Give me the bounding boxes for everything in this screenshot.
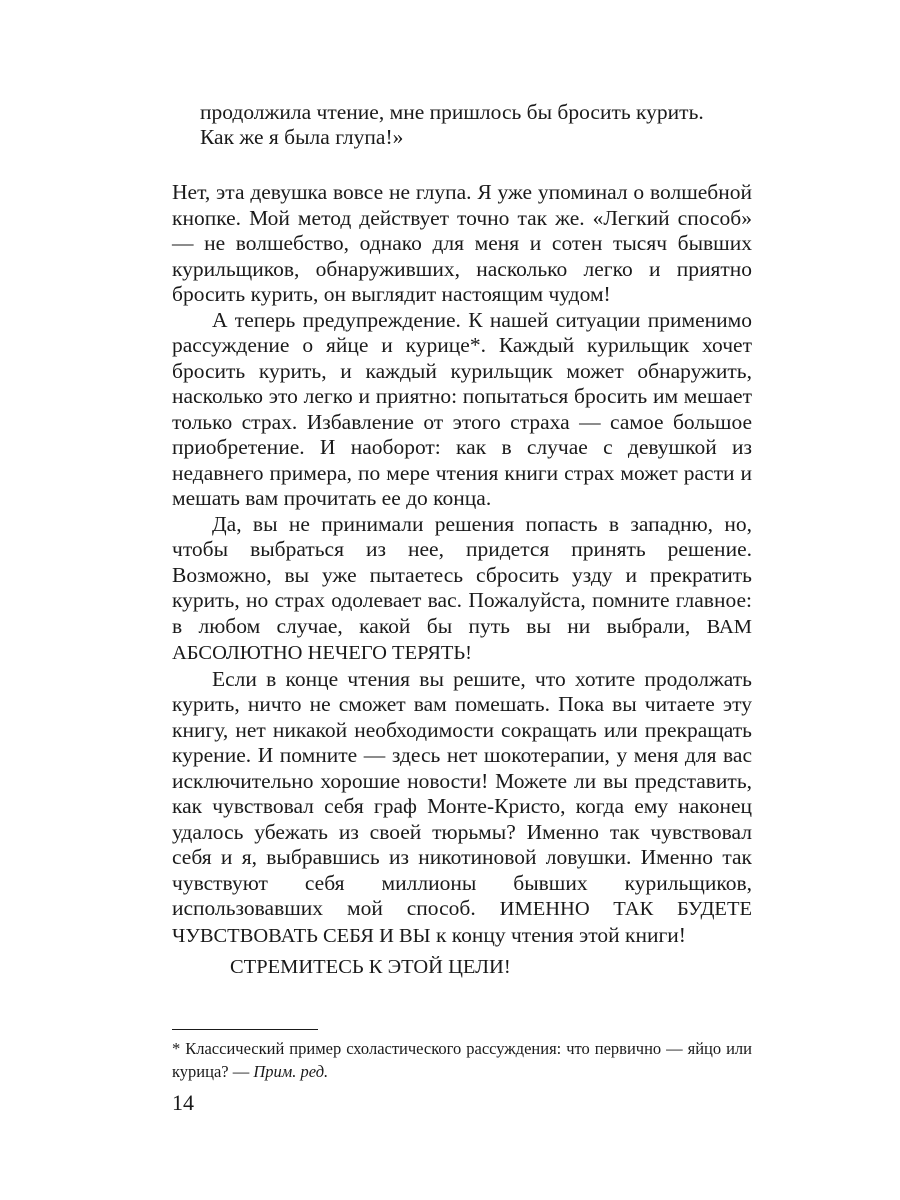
quote-block xyxy=(200,100,752,150)
main-text xyxy=(172,180,752,949)
paragraph-text: А теперь предупреждение. К нашей ситуации применимо рассуждение о яйце и курице*. Каждый курильщик хочет бросить курить, и каждый курильщик может обнаружить, насколько это легко и приятно: попытаться бросить им мешает только страх. Избавление от этого страха — самое большое приобретение. И наоборот: как в случае с девушкой из недавнего примера, по мере чтения книги страх может расти и мешать вам прочитать ее до конца. xyxy=(172,307,752,510)
quote-line: Как же я была глупа!» xyxy=(200,125,404,149)
emphasis-caps: ВАМ АБСОЛЮТНО НЕЧЕГО ТЕРЯТЬ! xyxy=(172,615,752,664)
editor-note: Прим. ред. xyxy=(253,1062,329,1081)
paragraph-text: Нет, эта девушка вовсе не глупа. Я уже упоминал о волшебной кнопке. Мой метод действует точно так же. «Легкий способ» — не волшебство, однако для меня и сотен тысяч бывших курильщиков, обнаруживших, насколько легко и приятно бросить курить, он выглядит настоящим чудом! xyxy=(172,180,752,306)
closing-line: СТРЕМИТЕСЬ К ЭТОЙ ЦЕЛИ! xyxy=(230,956,511,978)
paragraph xyxy=(172,308,752,512)
paragraph xyxy=(172,512,752,667)
paragraph-text: Да, вы не принимали решения попасть в западню, но, чтобы выбраться из нее, придется принять решение. Возможно, вы уже пытаетесь сбросить узду и прекратить курить, но страх одолевает вас. Пожалуйста, помните главное: в любом случае, какой бы путь вы ни выбрали, xyxy=(172,511,752,638)
paragraph xyxy=(172,667,752,950)
book-page xyxy=(172,100,752,1160)
emphasis-caps: ИМЕННО ТАК БУДЕТЕ ЧУВСТВОВАТЬ СЕБЯ И ВЫ xyxy=(172,898,753,947)
paragraph-text: Если в конце чтения вы решите, что хотите продолжать курить, ничто не сможет вам помешать. Пока вы читаете эту книгу, нет никакой необходимости сокращать или прекращать курение. И помните — здесь нет шокотерапии, у меня для вас исключительно хорошие новости! Можете ли вы представить, как чувствовал себя граф Монте-Кристо, когда ему наконец удалось убежать из своей тюрьмы? Именно так чувствовал себя и я, выбравшись из никотиновой ловушки. Именно так чувствуют себя миллионы бывших курильщиков, использовавших мой способ. xyxy=(172,666,752,920)
footnote xyxy=(172,1037,752,1083)
paragraph xyxy=(172,180,752,308)
paragraph-tail: к концу чтения этой книги! xyxy=(435,922,686,947)
footnote-divider xyxy=(172,1029,318,1030)
quote-line: продолжила чтение, мне пришлось бы бросить курить. xyxy=(200,100,704,124)
page-number: 14 xyxy=(172,1090,194,1115)
footnote-text: * Классический пример схоластического рассуждения: что первично — яйцо или курица? — xyxy=(172,1039,752,1081)
